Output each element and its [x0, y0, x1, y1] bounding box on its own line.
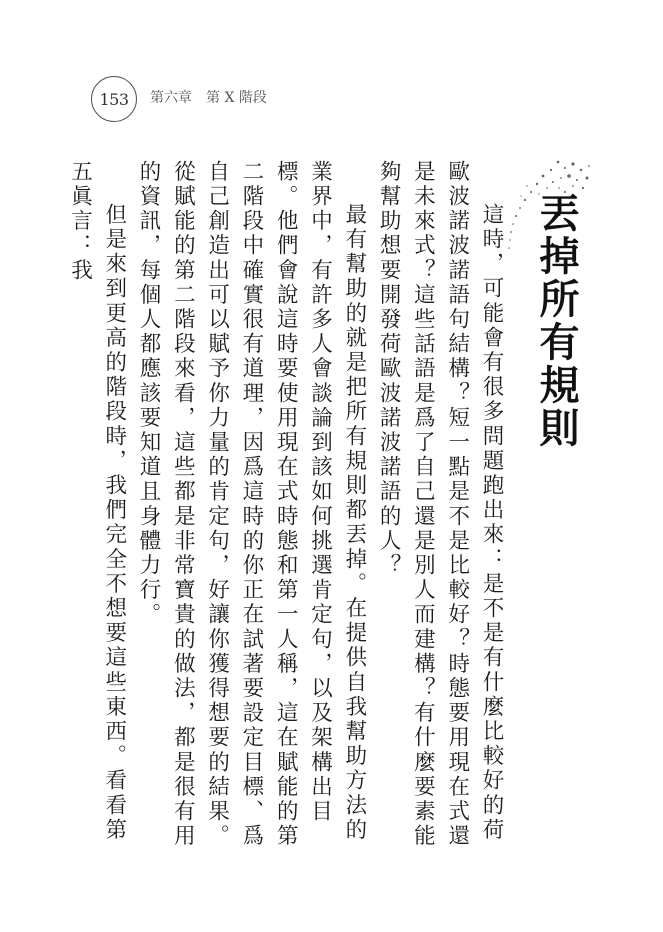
chapter-title: 丟掉所有規則 [533, 192, 580, 450]
running-head: 第六章 第 X 階段 [150, 90, 267, 106]
page-number-badge [91, 76, 137, 122]
paragraph: 這時，可能會有很多問題跑出來：是不是有什麼比較好的荷歐波諾波諾語句結構？短一點是不是比較好？時態要用現在式還是未來式？這些話語是爲了自己還是別人而建構？有什麼要素能夠幫助想要開發荷歐波諾波諾語的人？ [376, 160, 504, 849]
paragraph: 但是來到更高的階段時，我們完全不想要這些東西。看看第五眞言：我 [67, 160, 127, 843]
body-text [67, 160, 508, 850]
page-number: 153 [99, 89, 129, 109]
paragraph: 最有幫助的就是把所有規則都丟掉。在提供自我幫助方法的業界中，有許多人會談論到該如何挑選肯定句，以及架構出目標。他們會說這時要使用現在式時態和第一人稱，這在賦能的第二階段中確實很有道理，因爲這時的你正在試著要設定目標、爲自己創造出可以賦予你力量的肯定句，好讓你獲得想要的結果。從賦能的第二階段來看，這些都是非常寶貴的做法，都是很有用的資訊，每個人都應該要知道且身體力行。 [136, 160, 367, 849]
